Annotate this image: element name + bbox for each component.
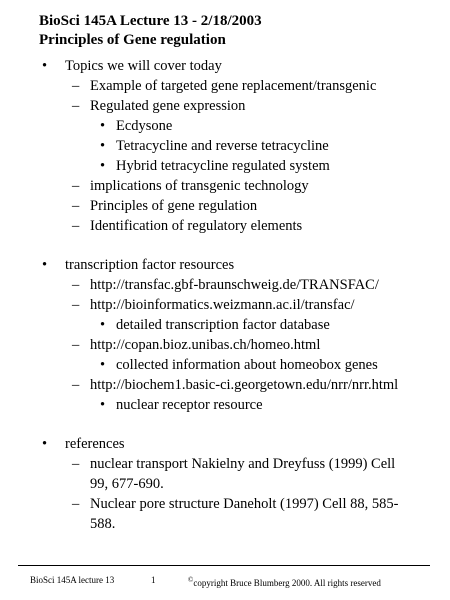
spacer — [42, 236, 442, 255]
footer-course: BioSci 145A lecture 13 — [30, 575, 115, 585]
bullet-dot-icon: • — [42, 58, 48, 74]
url-text: http://biochem1.basic-ci.georgetown.edu/nrr/nrr.html — [90, 377, 399, 393]
bullet-dot-icon: • — [100, 397, 106, 413]
url-text: http://bioinformatics.weizmann.ac.il/transfac/ — [90, 297, 355, 313]
subitem — [42, 76, 442, 96]
subsubitem-text: Hybrid tetracycline regulated system — [116, 158, 330, 174]
spacer — [42, 415, 442, 434]
dash-icon: – — [72, 297, 80, 313]
dash-icon: – — [72, 98, 80, 114]
dash-icon: – — [72, 456, 80, 472]
bullet-resources — [42, 255, 442, 275]
footer-copyright — [188, 575, 381, 589]
subsubitem-text: detailed transcription factor database — [116, 317, 330, 333]
subitem-text: Example of targeted gene replacement/transgenic — [90, 78, 377, 94]
footer-page-number: 1 — [151, 575, 156, 585]
bullet-dot-icon: • — [100, 158, 106, 174]
subsubitem — [42, 315, 442, 335]
reference-item — [42, 454, 442, 494]
subitem — [42, 96, 442, 116]
subitem-text: Identification of regulatory elements — [90, 218, 303, 234]
subsubitem-text: nuclear receptor resource — [116, 397, 263, 413]
bullet-dot-icon: • — [100, 317, 106, 333]
resource-link — [42, 295, 442, 315]
bullet-topics — [42, 56, 442, 76]
bullet-text: references — [65, 436, 125, 452]
reference-item — [42, 494, 442, 534]
subitem-text: implications of transgenic technology — [90, 178, 309, 194]
slide-content — [42, 56, 442, 534]
bullet-dot-icon: • — [42, 257, 48, 273]
subsubitem — [42, 395, 442, 415]
subitem-text: Regulated gene expression — [90, 98, 246, 114]
title-line-1: BioSci 145A Lecture 13 - 2/18/2003 — [39, 13, 262, 29]
resource-link — [42, 275, 442, 295]
dash-icon: – — [72, 198, 80, 214]
resource-link — [42, 335, 442, 355]
dash-icon: – — [72, 277, 80, 293]
copyright-text: copyright Bruce Blumberg 2000. All rights reserved — [193, 578, 381, 588]
subsubitem-text: collected information about homeobox genes — [116, 357, 378, 373]
subsubitem — [42, 116, 442, 136]
title-line-2: Principles of Gene regulation — [39, 32, 226, 48]
dash-icon: – — [72, 377, 80, 393]
dash-icon: – — [72, 218, 80, 234]
bullet-dot-icon: • — [100, 118, 106, 134]
subitem-text: Principles of gene regulation — [90, 198, 258, 214]
bullet-dot-icon: • — [100, 357, 106, 373]
bullet-text: Topics we will cover today — [65, 58, 222, 74]
subsubitem — [42, 136, 442, 156]
dash-icon: – — [72, 337, 80, 353]
resource-link — [42, 375, 442, 395]
subsubitem — [42, 156, 442, 176]
subitem — [42, 216, 442, 236]
copyright-symbol: © — [188, 576, 194, 584]
bullet-dot-icon: • — [42, 436, 48, 452]
reference-text: nuclear transport Nakielny and Dreyfuss (1999) Cell 99, 677-690. — [90, 456, 396, 492]
reference-text: Nuclear pore structure Daneholt (1997) Cell 88, 585-588. — [90, 496, 399, 532]
bullet-references — [42, 434, 442, 454]
subitem — [42, 176, 442, 196]
footer-divider — [18, 565, 430, 566]
subitem — [42, 196, 442, 216]
slide-title — [39, 12, 262, 50]
bullet-text: transcription factor resources — [65, 257, 235, 273]
url-text: http://copan.bioz.unibas.ch/homeo.html — [90, 337, 321, 353]
dash-icon: – — [72, 178, 80, 194]
subsubitem-text: Tetracycline and reverse tetracycline — [116, 138, 329, 154]
subsubitem-text: Ecdysone — [116, 118, 173, 134]
subsubitem — [42, 355, 442, 375]
dash-icon: – — [72, 78, 80, 94]
url-text: http://transfac.gbf-braunschweig.de/TRANSFAC/ — [90, 277, 379, 293]
bullet-dot-icon: • — [100, 138, 106, 154]
dash-icon: – — [72, 496, 80, 512]
